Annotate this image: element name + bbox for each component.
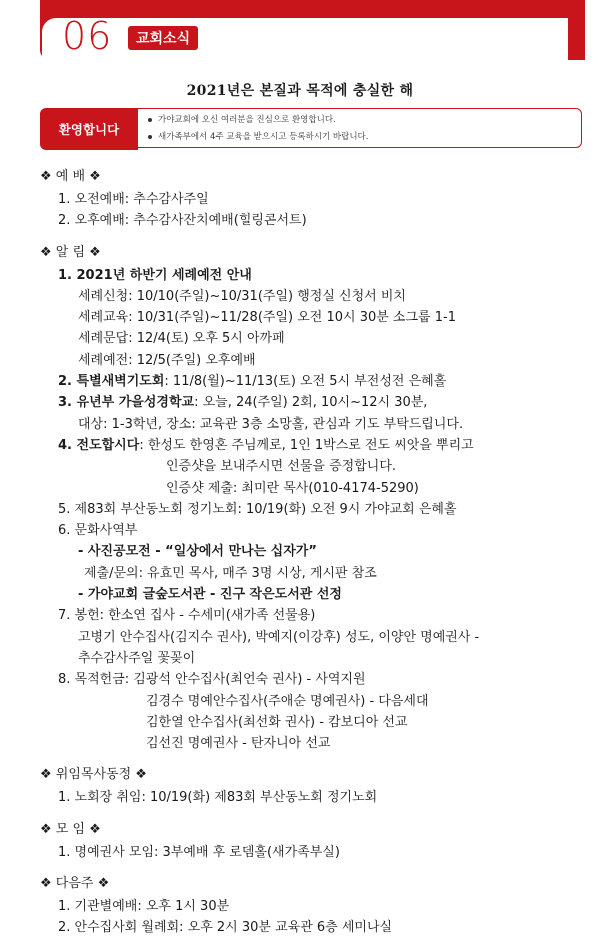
list-subitem: - 가야교회 글숲도서관 - 진구 작은도서관 선정: [78, 587, 342, 603]
list-item: 6. 문화사역부: [58, 523, 138, 539]
welcome-label: 환영합니다: [40, 108, 138, 150]
worship-section: [40, 166, 585, 232]
list-detail: 추수감사주일 꽃꽂이: [78, 650, 196, 666]
news-content: [40, 166, 585, 939]
list-detail: 인증샷을 보내주시면 선물을 증정합니다.: [166, 459, 397, 475]
section-number: 06: [62, 14, 113, 58]
list-item: 2. 오후예배: 추수감사잔치예배(힐링콘서트): [58, 213, 307, 229]
welcome-box: [40, 108, 582, 150]
section-heading: ❖ 알 림 ❖: [40, 244, 101, 260]
list-item: 7. 봉헌: 한소연 집사 - 수세미(새가족 선물용): [58, 608, 316, 624]
list-detail: 인증샷 제출: 최미란 목사(010-4174-5290): [166, 480, 419, 496]
section-heading: ❖ 위임목사동정 ❖: [40, 767, 147, 783]
list-item: 1. 노회장 취임: 10/19(화) 제83회 부산동노회 정기노회: [58, 790, 378, 806]
section-heading: ❖ 예 배 ❖: [40, 169, 101, 184]
list-item: 5. 제83회 부산동노회 정기노회: 10/19(화) 오전 9시 가야교회 은혜홀: [58, 501, 457, 517]
list-item: 1. 명예권사 모임: 3부예배 후 로뎀홀(새가족부실): [58, 844, 340, 860]
meeting-section: [40, 819, 585, 863]
bullet-icon: [148, 135, 152, 139]
section-header: [40, 0, 585, 68]
list-detail: 세례예전: 12/5(주일) 오후예배: [78, 352, 256, 368]
list-item: 4. 전도합시다: 한성도 한영혼 주님께로, 1인 1박스로 전도 씨앗을 뿌리고: [58, 437, 474, 453]
section-heading: ❖ 다음주 ❖: [40, 876, 110, 892]
list-detail: 김선진 명예권사 - 탄자니아 선교: [146, 736, 331, 752]
header-white-tab: [42, 18, 568, 68]
list-detail: 세례교육: 10/31(주일)~11/28(주일) 오전 10시 30분 소그룹 1-1: [78, 310, 456, 326]
list-item: 3. 유년부 가을성경학교: 오늘, 24(주일) 2회, 10시~12시 30분,: [58, 395, 428, 411]
list-item: 1. 기관별예배: 오후 1시 30분: [58, 899, 230, 915]
list-detail: 제출/문의: 유효민 목사, 매주 3명 시상, 게시판 참조: [84, 565, 377, 581]
pastor-section: [40, 764, 585, 808]
list-item: 2. 특별새벽기도회: 11/8(월)~11/13(토) 오전 5시 부전성전 은혜홀: [58, 374, 447, 390]
list-item: 2. 안수집사회 월례회: 오후 2시 30분 교육관 6층 세미나실: [58, 920, 393, 936]
yearly-theme: 2021년은 본질과 목적에 충실한 해: [186, 83, 414, 99]
welcome-line: 새가족부에서 4주 교육을 받으시고 등록하시기 바랍니다.: [148, 129, 581, 146]
welcome-content: [138, 108, 582, 148]
list-detail: 고병기 안수집사(김지수 권사), 박예지(이강후) 성도, 이양안 명예권사 -: [78, 629, 480, 645]
list-detail: 대상: 1-3학년, 장소: 교육관 3층 소망홀, 관심과 기도 부탁드립니다.: [78, 416, 464, 432]
list-item: 1. 2021년 하반기 세례예전 안내: [58, 267, 252, 283]
list-subitem: - 사진공모전 - “일상에서 만나는 십자가”: [78, 544, 317, 560]
welcome-line: 가야교회에 오신 여러분을 진심으로 환영합니다.: [148, 112, 581, 129]
list-detail: 세례문답: 12/4(토) 오후 5시 아까페: [78, 331, 285, 347]
list-detail: 김경수 명예안수집사(주애순 명예권사) - 다음세대: [146, 693, 429, 709]
bullet-icon: [148, 118, 152, 122]
list-detail: 김한열 안수집사(최선화 권사) - 캄보디아 선교: [146, 714, 408, 730]
notice-section: [40, 242, 585, 755]
next-week-section: [40, 873, 585, 939]
section-title: 교회소식: [128, 26, 198, 50]
section-heading: ❖ 모 임 ❖: [40, 821, 101, 837]
list-item: 1. 오전예배: 추수감사주일: [58, 192, 209, 207]
list-item: 8. 목적헌금: 김광석 안수집사(최언숙 권사) - 사역지원: [58, 672, 366, 688]
list-detail: 세례신청: 10/10(주일)~10/31(주일) 행정실 신청서 비치: [78, 288, 406, 304]
